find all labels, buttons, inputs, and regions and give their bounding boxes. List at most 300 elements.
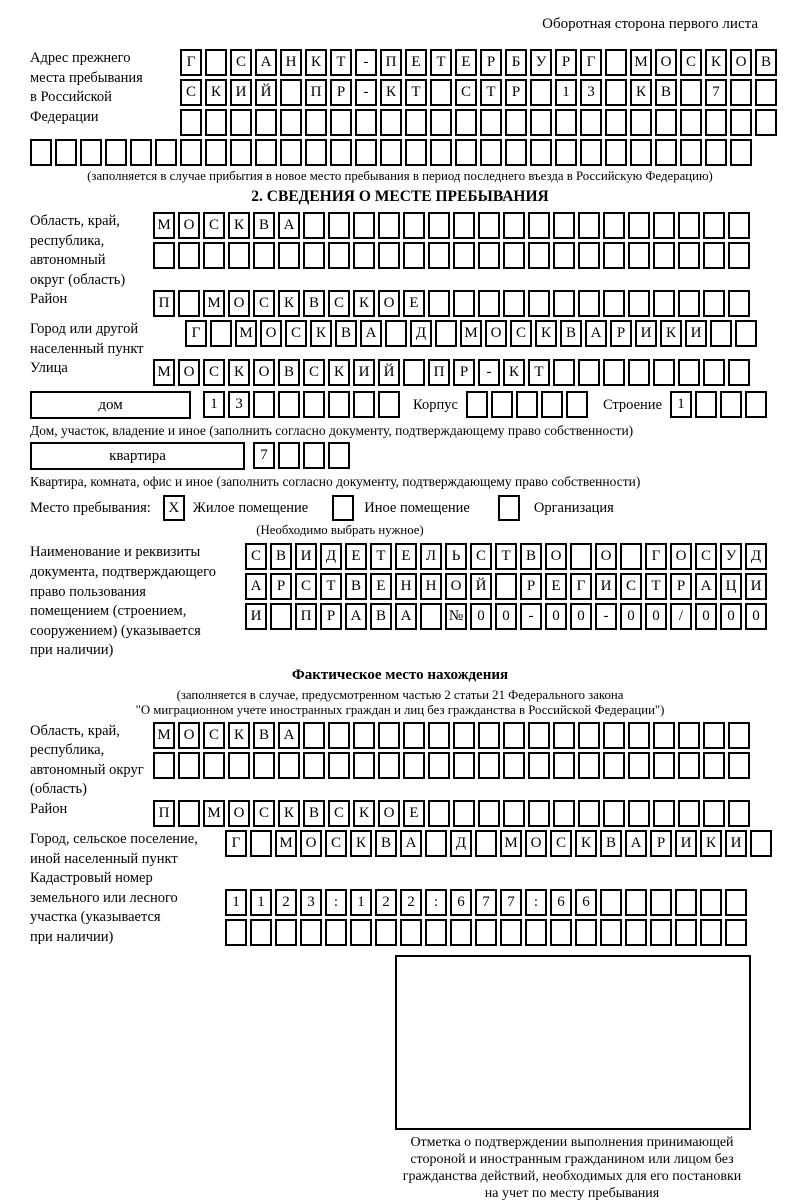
form-cell: В xyxy=(278,359,300,386)
form-cell xyxy=(205,49,227,76)
form-cell: Е xyxy=(405,49,427,76)
form-cell: Р xyxy=(330,79,352,106)
actual-region-grid xyxy=(153,722,753,782)
form-cell xyxy=(730,139,752,166)
place-type-caption: (Необходимо выбрать нужное) xyxy=(256,523,424,538)
form-cell xyxy=(328,442,350,469)
house-number-cells xyxy=(203,391,403,418)
form-cell: К xyxy=(205,79,227,106)
form-cell xyxy=(516,391,538,418)
form-cell: Т xyxy=(330,49,352,76)
region-row-1 xyxy=(153,212,753,239)
form-cell xyxy=(705,139,727,166)
form-cell: С xyxy=(295,573,317,600)
form-cell xyxy=(580,139,602,166)
form-cell: М xyxy=(630,49,652,76)
document-label xyxy=(30,543,245,660)
form-cell xyxy=(528,800,550,827)
form-cell: Е xyxy=(345,543,367,570)
form-cell xyxy=(680,109,702,136)
form-cell xyxy=(405,139,427,166)
form-cell xyxy=(728,800,750,827)
form-cell: О xyxy=(253,359,275,386)
label-line: Адрес прежнего xyxy=(30,50,131,66)
confirmation-mark-box xyxy=(395,955,751,1130)
form-cell xyxy=(475,919,497,946)
form-cell: Р xyxy=(670,573,692,600)
stroenie-label: Строение xyxy=(602,397,662,414)
label-line: участка (указывается xyxy=(30,909,161,926)
form-cell xyxy=(528,722,550,749)
form-cell: М xyxy=(203,290,225,317)
form-cell xyxy=(453,212,475,239)
form-cell xyxy=(653,722,675,749)
form-cell xyxy=(728,722,750,749)
form-cell xyxy=(453,800,475,827)
form-cell xyxy=(530,109,552,136)
form-cell xyxy=(478,212,500,239)
form-cell: Е xyxy=(455,49,477,76)
form-cell xyxy=(480,139,502,166)
form-cell: Н xyxy=(420,573,442,600)
form-cell xyxy=(703,290,725,317)
form-cell xyxy=(578,290,600,317)
form-cell: С xyxy=(285,320,307,347)
form-cell: С xyxy=(180,79,202,106)
note-line: гражданства действий, необходимых для его постановки xyxy=(402,1169,742,1185)
form-cell xyxy=(280,139,302,166)
form-cell xyxy=(528,752,550,779)
checkbox-inoe xyxy=(332,495,354,521)
form-cell: К xyxy=(228,722,250,749)
form-cell: О xyxy=(178,359,200,386)
form-cell: С xyxy=(695,543,717,570)
actual-location-caption-2: "О миграционном учете иностранных граждан и лиц без гражданства в Российской Федерации") xyxy=(135,702,665,717)
form-cell: В xyxy=(755,49,777,76)
actual-city-row xyxy=(225,830,775,857)
form-cell xyxy=(555,109,577,136)
label-line: (область) xyxy=(30,781,87,798)
form-cell xyxy=(278,752,300,779)
form-cell xyxy=(325,919,347,946)
prev-address-field xyxy=(30,49,770,139)
form-cell xyxy=(278,442,300,469)
form-cell: Д xyxy=(450,830,472,857)
form-cell: С xyxy=(203,212,225,239)
cadastral-label xyxy=(30,869,225,947)
cadastral-grid xyxy=(225,889,750,949)
form-cell xyxy=(650,889,672,916)
prev-address-row-4 xyxy=(30,139,770,166)
form-cell xyxy=(278,242,300,269)
form-cell xyxy=(553,800,575,827)
form-cell xyxy=(230,109,252,136)
form-cell: 3 xyxy=(580,79,602,106)
actual-district-field xyxy=(30,800,770,830)
form-cell xyxy=(353,391,375,418)
form-cell xyxy=(625,919,647,946)
form-cell: С xyxy=(230,49,252,76)
form-cell: Р xyxy=(453,359,475,386)
form-cell xyxy=(255,109,277,136)
form-cell xyxy=(403,752,425,779)
form-cell xyxy=(228,752,250,779)
label-line: Кадастровый номер xyxy=(30,870,153,887)
form-cell: М xyxy=(235,320,257,347)
form-cell: В xyxy=(270,543,292,570)
form-cell xyxy=(428,290,450,317)
form-cell: С xyxy=(253,290,275,317)
form-cell xyxy=(728,242,750,269)
form-cell: О xyxy=(378,800,400,827)
form-cell xyxy=(205,109,227,136)
form-cell xyxy=(430,109,452,136)
form-cell xyxy=(300,919,322,946)
form-cell xyxy=(205,139,227,166)
form-cell xyxy=(525,919,547,946)
form-cell xyxy=(703,212,725,239)
form-cell xyxy=(495,573,517,600)
form-cell xyxy=(628,212,650,239)
form-cell xyxy=(675,889,697,916)
form-cell xyxy=(653,290,675,317)
form-cell: У xyxy=(720,543,742,570)
form-cell xyxy=(255,139,277,166)
form-cell: 0 xyxy=(645,603,667,630)
form-cell: О xyxy=(178,212,200,239)
form-cell: И xyxy=(245,603,267,630)
form-cell xyxy=(303,752,325,779)
form-cell: 1 xyxy=(250,889,272,916)
form-cell: С xyxy=(303,359,325,386)
form-cell: В xyxy=(303,290,325,317)
form-cell: В xyxy=(375,830,397,857)
form-cell: О xyxy=(545,543,567,570)
form-cell xyxy=(178,290,200,317)
form-cell: Г xyxy=(225,830,247,857)
form-cell: К xyxy=(228,212,250,239)
form-cell: С xyxy=(245,543,267,570)
form-cell xyxy=(705,109,727,136)
form-cell: К xyxy=(305,49,327,76)
form-cell xyxy=(578,212,600,239)
form-cell xyxy=(530,79,552,106)
form-cell xyxy=(500,919,522,946)
note-line: на учет по месту пребывания xyxy=(484,1186,660,1202)
checkbox-org xyxy=(498,495,520,521)
label-line: иной населенный пункт xyxy=(30,850,178,867)
form-cell xyxy=(475,830,497,857)
form-cell: 0 xyxy=(745,603,767,630)
form-cell xyxy=(180,109,202,136)
form-cell xyxy=(250,830,272,857)
form-cell: : xyxy=(325,889,347,916)
form-cell xyxy=(403,242,425,269)
apartment-box-label: квартира xyxy=(30,442,245,470)
form-cell: 1 xyxy=(203,391,225,418)
form-cell xyxy=(450,919,472,946)
label-line: документа, подтверждающего xyxy=(30,563,216,580)
form-cell xyxy=(600,919,622,946)
actual-region-field xyxy=(30,722,770,800)
form-cell xyxy=(130,139,152,166)
form-cell: М xyxy=(203,800,225,827)
form-cell xyxy=(750,830,772,857)
form-cell xyxy=(280,109,302,136)
form-cell xyxy=(655,139,677,166)
form-cell: Р xyxy=(555,49,577,76)
form-cell: О xyxy=(228,290,250,317)
street-field xyxy=(30,359,770,389)
form-cell xyxy=(55,139,77,166)
label-line: автономный округ xyxy=(30,761,144,778)
prev-address-caption: (заполняется в случае прибытия в новое место пребывания в период последнего въезда в Российскую Федерацию) xyxy=(87,169,713,183)
form-cell xyxy=(378,391,400,418)
form-cell xyxy=(553,359,575,386)
form-cell: 6 xyxy=(575,889,597,916)
form-cell: : xyxy=(425,889,447,916)
form-cell: П xyxy=(153,290,175,317)
form-cell xyxy=(710,320,732,347)
form-cell xyxy=(428,212,450,239)
form-cell xyxy=(400,919,422,946)
form-cell xyxy=(530,139,552,166)
form-cell: О xyxy=(730,49,752,76)
actual-region-label xyxy=(30,722,153,800)
form-cell: Р xyxy=(480,49,502,76)
form-cell xyxy=(600,889,622,916)
form-cell: А xyxy=(245,573,267,600)
form-cell xyxy=(541,391,563,418)
form-cell xyxy=(605,139,627,166)
house-row xyxy=(30,391,770,421)
form-cell xyxy=(453,242,475,269)
form-cell xyxy=(528,212,550,239)
form-cell: И xyxy=(685,320,707,347)
form-cell xyxy=(503,212,525,239)
form-cell xyxy=(728,290,750,317)
label-line: земельного или лесного xyxy=(30,889,178,906)
form-cell xyxy=(728,212,750,239)
form-cell xyxy=(453,290,475,317)
form-cell: В xyxy=(335,320,357,347)
form-cell: Т xyxy=(320,573,342,600)
form-cell xyxy=(210,320,232,347)
form-cell: О xyxy=(485,320,507,347)
form-cell: Г xyxy=(570,573,592,600)
street-label: Улица xyxy=(30,360,68,377)
form-cell xyxy=(503,242,525,269)
form-cell: Е xyxy=(370,573,392,600)
form-cell: Н xyxy=(395,573,417,600)
district-row xyxy=(153,290,753,317)
form-cell xyxy=(420,603,442,630)
form-cell xyxy=(528,290,550,317)
city-label xyxy=(30,320,185,359)
form-cell: М xyxy=(460,320,482,347)
form-cell: Й xyxy=(255,79,277,106)
label-line: округ (область) xyxy=(30,271,126,288)
form-cell xyxy=(253,752,275,779)
form-cell: В xyxy=(655,79,677,106)
page-side-note: Оборотная сторона первого листа xyxy=(542,16,758,32)
form-cell xyxy=(730,79,752,106)
form-cell xyxy=(250,919,272,946)
form-cell xyxy=(228,242,250,269)
prev-address-label xyxy=(30,49,180,127)
form-cell xyxy=(625,889,647,916)
form-cell: К xyxy=(503,359,525,386)
form-cell: П xyxy=(380,49,402,76)
form-cell xyxy=(653,242,675,269)
form-cell xyxy=(628,722,650,749)
document-row-3 xyxy=(245,603,770,630)
cadastral-row-1 xyxy=(225,889,750,916)
form-cell: И xyxy=(725,830,747,857)
korpus-cells xyxy=(466,391,591,418)
form-cell xyxy=(270,603,292,630)
form-cell xyxy=(105,139,127,166)
note-line: Отметка о подтверждении выполнения принимающей xyxy=(410,1135,734,1151)
form-cell: 0 xyxy=(620,603,642,630)
form-cell xyxy=(653,359,675,386)
form-cell xyxy=(628,242,650,269)
prev-address-row-1 xyxy=(180,49,780,76)
label-line: Область, край, xyxy=(30,722,120,739)
form-cell: А xyxy=(345,603,367,630)
form-cell: 0 xyxy=(570,603,592,630)
form-cell xyxy=(428,722,450,749)
form-cell xyxy=(578,752,600,779)
form-cell: Й xyxy=(470,573,492,600)
form-cell: В xyxy=(560,320,582,347)
form-cell xyxy=(466,391,488,418)
form-cell xyxy=(578,800,600,827)
form-cell: И xyxy=(295,543,317,570)
form-cell: Е xyxy=(395,543,417,570)
form-cell: К xyxy=(310,320,332,347)
form-cell xyxy=(155,139,177,166)
form-cell: / xyxy=(670,603,692,630)
region-grid xyxy=(153,212,753,272)
form-cell xyxy=(203,242,225,269)
form-cell: 1 xyxy=(225,889,247,916)
form-cell: С xyxy=(328,800,350,827)
form-cell xyxy=(478,800,500,827)
actual-location-title: Фактическое место нахождения xyxy=(291,666,509,683)
stroenie-cells xyxy=(670,391,770,418)
document-row-2 xyxy=(245,573,770,600)
form-cell xyxy=(550,919,572,946)
form-cell xyxy=(478,242,500,269)
form-cell: Р xyxy=(610,320,632,347)
label-line: республика, xyxy=(30,742,105,759)
form-cell: Д xyxy=(410,320,432,347)
form-cell xyxy=(655,109,677,136)
form-cell xyxy=(605,79,627,106)
form-cell xyxy=(380,139,402,166)
form-cell xyxy=(378,212,400,239)
prev-address-row-2 xyxy=(180,79,780,106)
form-cell: В xyxy=(370,603,392,630)
form-cell: С xyxy=(620,573,642,600)
form-cell xyxy=(428,242,450,269)
section2-title: 2. СВЕДЕНИЯ О МЕСТЕ ПРЕБЫВАНИЯ xyxy=(251,188,549,205)
label-line: Наименование и реквизиты xyxy=(30,544,201,561)
form-cell: Г xyxy=(580,49,602,76)
form-cell xyxy=(153,752,175,779)
actual-city-field xyxy=(30,830,770,869)
form-cell xyxy=(720,391,742,418)
form-cell: К xyxy=(660,320,682,347)
apartment-caption: Квартира, комната, офис и иное (заполнить согласно документу, подтверждающему право собственности) xyxy=(30,474,641,490)
form-cell: С xyxy=(325,830,347,857)
actual-district-row xyxy=(153,800,753,827)
form-cell xyxy=(603,242,625,269)
region-field xyxy=(30,212,770,290)
form-cell xyxy=(553,212,575,239)
form-cell: К xyxy=(350,830,372,857)
form-cell: А xyxy=(395,603,417,630)
form-cell xyxy=(650,919,672,946)
form-cell xyxy=(30,139,52,166)
prev-address-grid xyxy=(180,49,780,139)
form-cell xyxy=(355,109,377,136)
form-cell: А xyxy=(360,320,382,347)
form-cell: К xyxy=(353,800,375,827)
form-cell xyxy=(328,722,350,749)
option-zhiloe-label: Жилое помещение xyxy=(192,499,309,516)
form-cell xyxy=(328,752,350,779)
form-cell: Д xyxy=(745,543,767,570)
form-cell xyxy=(455,109,477,136)
form-cell: А xyxy=(625,830,647,857)
place-type-label: Место пребывания: xyxy=(30,499,151,516)
form-cell xyxy=(430,79,452,106)
label-line: Город или другой xyxy=(30,321,139,338)
form-cell: 0 xyxy=(545,603,567,630)
form-cell xyxy=(555,139,577,166)
form-cell: О xyxy=(655,49,677,76)
form-cell xyxy=(630,139,652,166)
form-cell: 1 xyxy=(670,391,692,418)
form-cell xyxy=(203,752,225,779)
form-cell xyxy=(425,919,447,946)
form-cell: 7 xyxy=(705,79,727,106)
form-cell xyxy=(755,79,777,106)
form-cell: 2 xyxy=(275,889,297,916)
label-line: Область, край, xyxy=(30,213,120,229)
form-cell xyxy=(755,109,777,136)
form-cell xyxy=(328,242,350,269)
form-cell: - xyxy=(595,603,617,630)
form-cell: Е xyxy=(403,290,425,317)
form-cell: С xyxy=(455,79,477,106)
form-cell xyxy=(230,139,252,166)
form-cell: С xyxy=(680,49,702,76)
actual-city-label xyxy=(30,830,225,869)
form-cell: К xyxy=(328,359,350,386)
form-cell xyxy=(225,919,247,946)
label-line: места пребывания xyxy=(30,69,143,86)
city-field xyxy=(30,320,770,359)
form-cell xyxy=(350,919,372,946)
region-row-2 xyxy=(153,242,753,269)
form-cell: И xyxy=(230,79,252,106)
form-cell xyxy=(570,543,592,570)
form-cell: В xyxy=(303,800,325,827)
form-cell xyxy=(603,290,625,317)
